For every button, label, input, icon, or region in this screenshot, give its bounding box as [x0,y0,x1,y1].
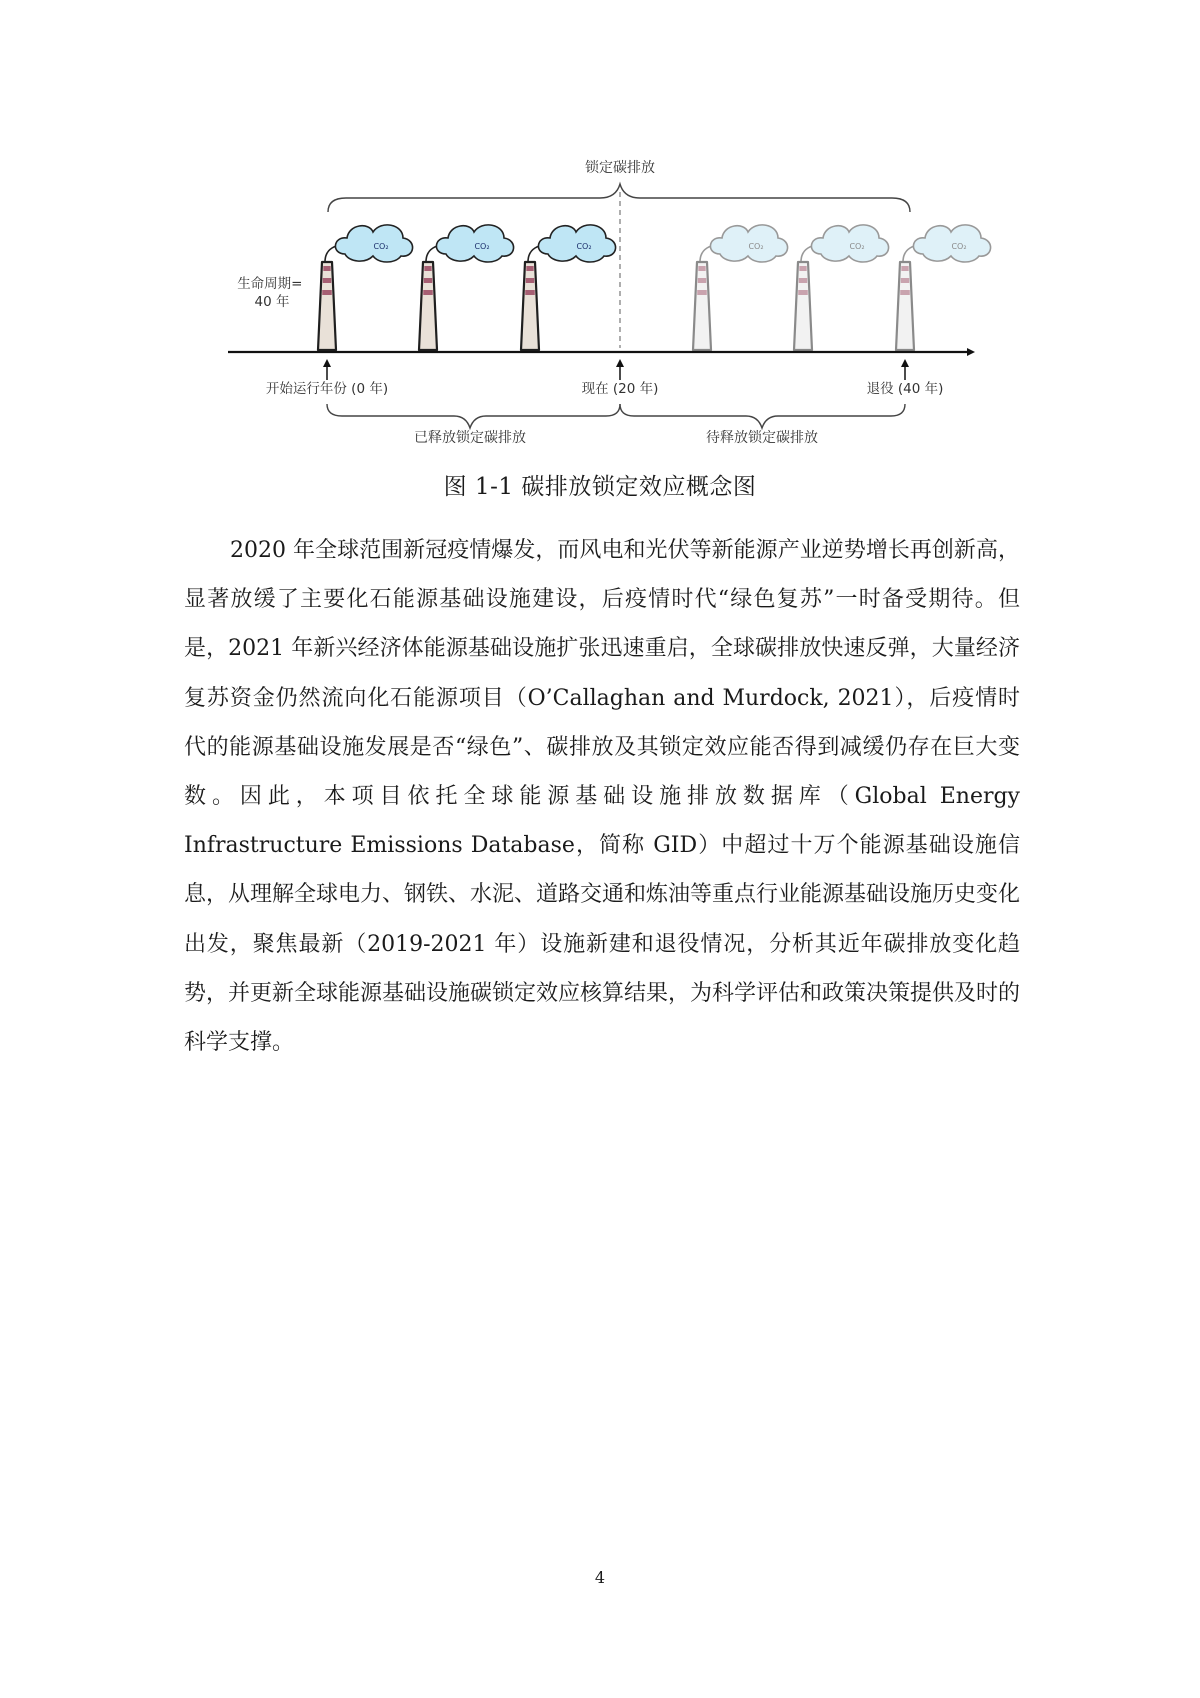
smokestack-1 [318,225,413,350]
stack-band [697,290,707,295]
stack-body [521,262,539,350]
stack-band [698,278,706,283]
lifecycle-label: 生命周期= 40 年 [237,276,303,310]
stack-body [693,262,711,350]
stack-body [794,262,812,350]
co2-label: CO₂ [373,242,389,251]
stack-band [424,278,432,283]
start-year-label: 开始运行年份 (0 年) [265,381,389,397]
figure-caption: 图 1-1 碳排放锁定效应概念图 [443,474,757,500]
released-brace [327,404,620,428]
co2-label: CO₂ [748,242,764,251]
smokestack-2 [419,225,514,350]
stack-body [896,262,914,350]
stack-band [525,290,535,295]
stack-band [799,278,807,283]
stack-band [423,290,433,295]
stack-band [322,290,332,295]
stack-band [323,278,331,283]
smokestack-group [318,225,991,350]
stack-band [526,266,533,271]
stack-band [799,266,806,271]
stack-band [526,278,534,283]
retire-year-label: 退役 (40 年) [866,381,944,397]
co2-label: CO₂ [951,242,967,251]
smokestack-6 [896,225,991,350]
co2-label: CO₂ [576,242,592,251]
smokestack-5 [794,225,889,350]
smokestack-4 [693,225,788,350]
pending-brace [620,404,905,428]
stack-band [901,266,908,271]
page-number: 4 [594,1568,606,1587]
stack-band [900,290,910,295]
pending-emissions-label: 待释放锁定碳排放 [706,430,818,446]
smokestack-3 [521,225,616,350]
now-year-label: 现在 (20 年) [581,381,659,397]
stack-band [323,266,330,271]
top-brace [328,184,910,212]
carbon-lock-in-diagram [0,0,1200,470]
co2-label: CO₂ [849,242,865,251]
stack-body [419,262,437,350]
locked-emissions-label: 锁定碳排放 [585,160,655,176]
stack-band [698,266,705,271]
stack-body [318,262,336,350]
stack-band [901,278,909,283]
body-paragraph: 2020 年全球范围新冠疫情爆发，而风电和光伏等新能源产业逆势增长再创新高，显著放缓了主要化石能源基础设施建设，后疫情时代“绿色复苏”一时备受期待。但是，2021 年新兴经济体能源基础设施扩张迅速重启，全球碳排放快速反弹，大量经济复苏资金仍然流向化石能源项目（O’Callaghan and Murdock, 2021），后疫情时代的能源基础设施发展是否“绿色”、碳排放及其锁定效应能否得到减缓仍存在巨大变数。因此，本项目依托全球能源基础设施排放数据库（Global Energy Infrastructure Emissions Database，简称 GID）中超过十万个能源基础设施信息，从理解全球电力、钢铁、水泥、道路交通和炼油等重点行业能源基础设施历史变化出发，聚焦最新（2019-2021 年）设施新建和退役情况，分析其近年碳排放变化趋势，并更新全球能源基础设施碳锁定效应核算结果，为科学评估和政策决策提供及时的科学支撑。 [184,538,1021,1056]
co2-label: CO₂ [474,242,490,251]
released-emissions-label: 已释放锁定碳排放 [414,430,526,446]
stack-band [424,266,431,271]
stack-band [798,290,808,295]
